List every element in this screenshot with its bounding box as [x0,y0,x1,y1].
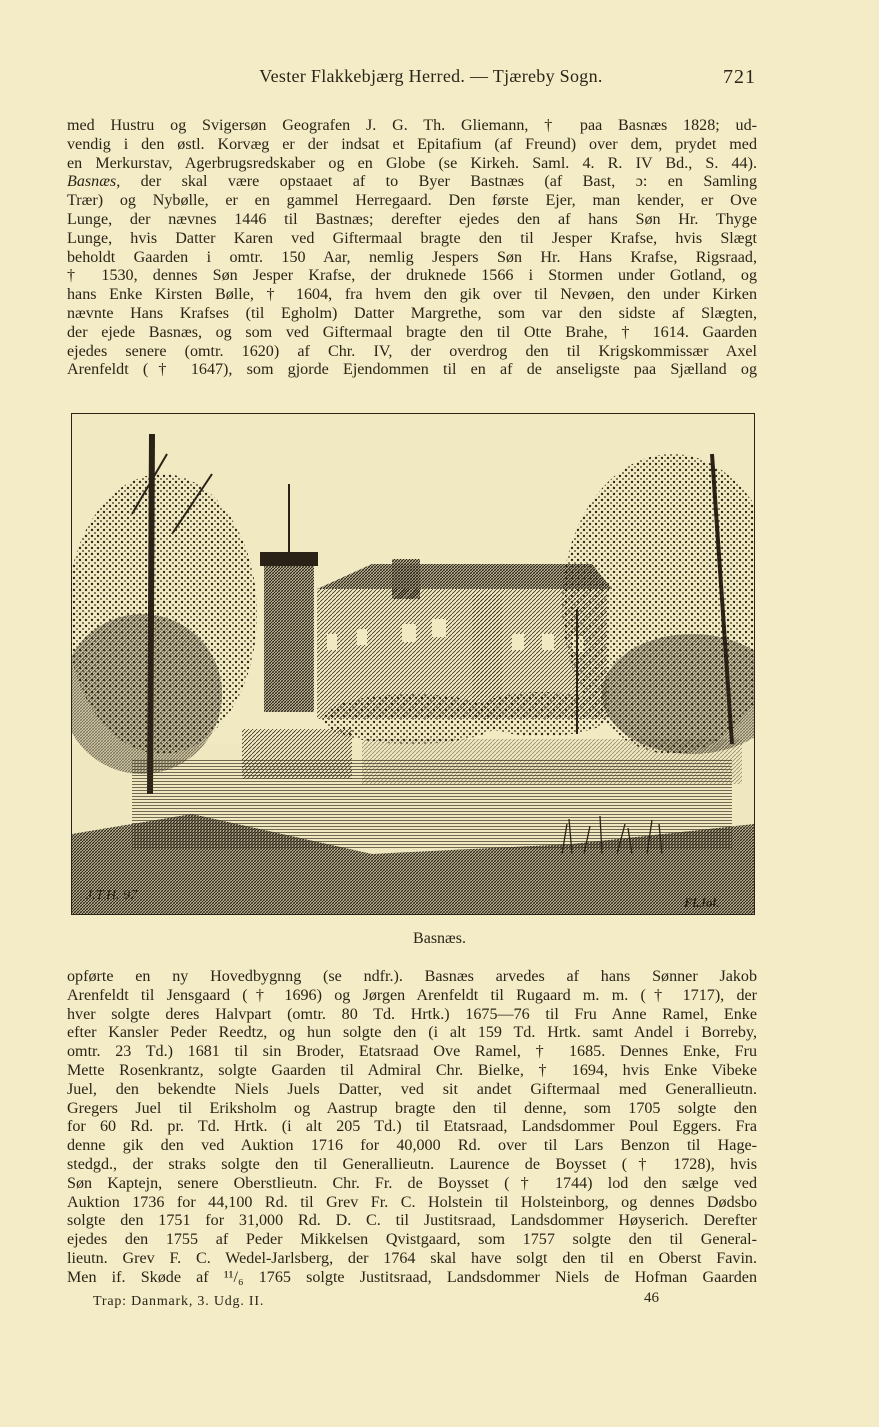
text-line: ejedes den 1755 af Peder Mikkelsen Qvistgaard, som 1757 solgte den til General- [67,1231,757,1249]
text-line: omtr. 23 Td.) 1681 til sin Broder, Etatsraad Ove Ramel, † 1685. Dennes Enke, Fru [67,1043,757,1061]
text-line: efter Kansler Peder Reedtz, og hun solgte den (i alt 159 Td. Hrtk. samt Andel i Borreby, [67,1024,757,1042]
text-line: Mette Rosenkrantz, solgte Gaarden til Admiral Chr. Bielke, † 1694, hvis Enke Vibeke [67,1061,757,1079]
page-number: 721 [723,66,756,88]
text-line: opførte en ny Hovedbygnng (se ndfr.). Basnæs arvedes af hans Sønner Jakob [67,968,757,985]
text-line: med Hustru og Svigersøn Geografen J. G. Th. Gliemann, † paa Basnæs 1828; ud- [67,117,757,134]
text-line: Auktion 1736 for 44,100 Rd. til Grev Fr. C. Holstein til Holsteinborg, og dennes Dødsbo [67,1193,757,1211]
manor-engraving [72,414,754,914]
running-head [66,66,756,96]
running-head-title: Vester Flakkebjærg Herred. — Tjæreby Sogn. [259,66,603,86]
text-line: en Merkurstav, Agerbrugsredskaber og en Globe (se Kirkeh. Saml. 4. R. IV Bd., S. 44). [67,154,757,172]
text-line: hans Enke Kirsten Bølle, † 1604, fra hvem den gik over til Nevøen, den under Kirken [67,286,757,304]
text-line: solgte den 1751 for 31,000 Rd. D. C. til Justitsraad, Landsdommer Høyserich. Derefter [67,1212,757,1230]
text-line: denne gik den ved Auktion 1716 for 40,000 Rd. over til Lars Benzon til Hage- [67,1137,757,1155]
text-line: nævnte Hans Krafses (til Egholm) Datter Margrethe, som var den sidste af Slægten, [67,304,757,322]
text-line: Søn Kaptejn, senere Oberstlieutn. Chr. Fr. de Boysset († 1744) lod den sælge ved [67,1174,757,1192]
text-line: lieutn. Grev F. C. Wedel-Jarlsberg, der 1764 skal have solgt den til en Oberst Favin. [67,1249,757,1267]
basnaes-italic: Basnæs [67,173,117,191]
text-line: Juel, den bekendte Niels Juels Datter, ved sit andet Giftermaal med Generallieutn. [67,1080,757,1098]
paragraph-top [67,117,757,380]
text-line: stedgd., der straks solgte den til Generallieutn. Laurence de Boysset († 1728), hvis [67,1155,757,1173]
signature-right: Fl.Jol. [684,895,720,910]
text-line: ejedes senere (omtr. 1620) af Chr. IV, der overdrog den til Krigskommissær Axel [67,342,757,360]
text-line-basnaes [67,173,757,192]
text-line: Arenfeldt til Jensgaard († 1696) og Jørgen Arenfeldt til Rugaard m. m. († 1717), der [67,986,757,1004]
text-line: Gregers Juel til Eriksholm og Aastrup bragte den til denne, som 1705 solgte den [67,1099,757,1117]
footer-source: Trap: Danmark, 3. Udg. II. [93,1294,265,1309]
signature-left: J.T.H. 97 [86,888,138,903]
engraving-figure [71,413,755,915]
text-line: Lunge, der nævnes 1446 til Bastnæs; derefter ejedes den af hans Søn Hr. Thyge [67,210,757,228]
text-line: vendig i den østl. Korvæg er der indsat et Epitafium (af Freund) over dem, prydet med [67,135,757,153]
text-line: hver solgte deres Halvpart (omtr. 80 Td. Hrtk.) 1675—76 til Fru Anne Ramel, Enke [67,1005,757,1023]
footer-signature-number: 46 [644,1290,659,1306]
text-line: for 60 Rd. pr. Td. Hrtk. (i alt 205 Td.) til Etatsraad, Landsdommer Poul Eggers. Fra [67,1118,757,1136]
text-line: Trær) og Nybølle, er en gammel Herregaard. Den første Ejer, man kender, er Ove [67,192,757,210]
text-line: beholdt Gaarden i omtr. 150 Aar, nemlig Jespers Søn Hr. Hans Krafse, Rigsraad, [67,248,757,266]
basnaes-rest: , der skal være opstaaet af to Byer Bastnæs (af Bast, ɔ: en Samling [116,173,757,191]
figure-caption: Basnæs. [413,930,466,947]
text-line: † 1530, dennes Søn Jesper Krafse, der druknede 1566 i Stormen under Gotland, og [67,267,757,285]
text-line: Lunge, hvis Datter Karen ved Giftermaal bragte den til Jesper Krafse, hvis Slægt [67,229,757,247]
text-line: der ejede Basnæs, og som ved Giftermaal bragte den til Otte Brahe, † 1614. Gaarden [67,323,757,341]
text-line: Arenfeldt († 1647), som gjorde Ejendommen til en af de anseligste paa Sjælland og [67,361,757,379]
paragraph-bottom [67,968,757,1288]
text-line: Men if. Skøde af ¹¹/₆ 1765 solgte Justitsraad, Landsdommer Niels de Hofman Gaarden [67,1268,757,1286]
